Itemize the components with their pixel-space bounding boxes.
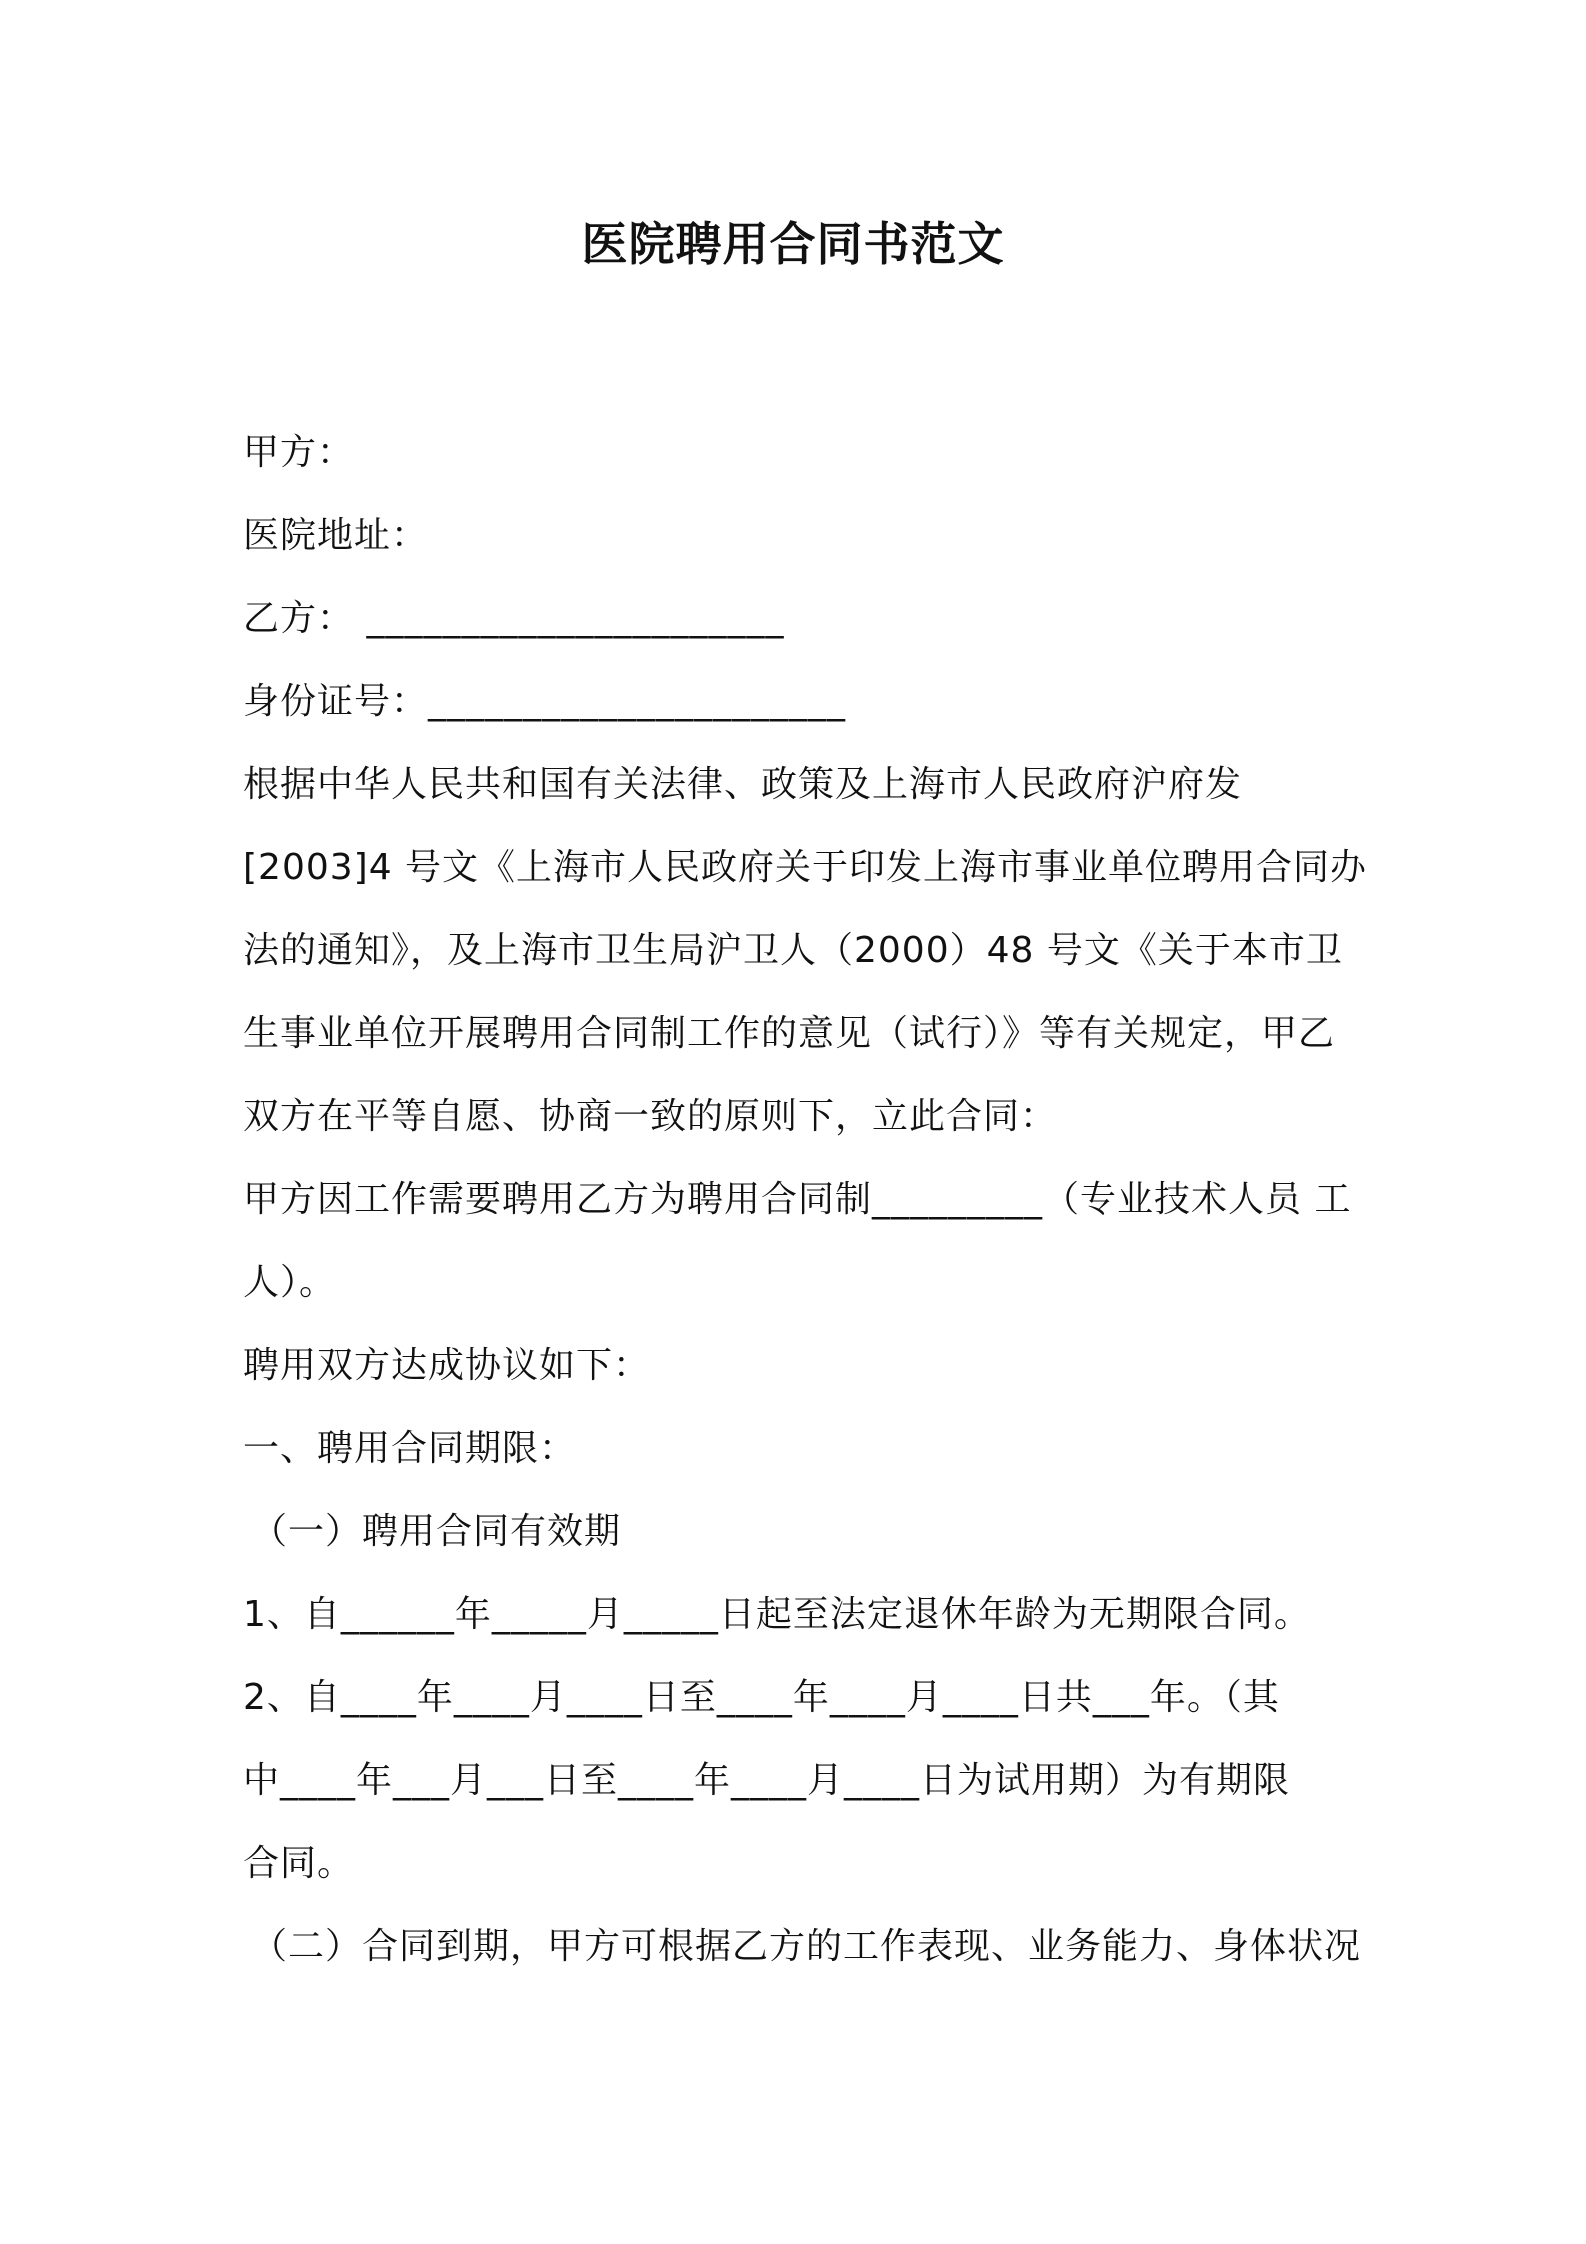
- subsection-heading: （一）聘用合同有效期: [251, 1511, 622, 1552]
- paragraph-line: 生事业单位开展聘用合同制工作的意见（试行）》等有关规定，甲乙: [243, 1013, 1336, 1054]
- paragraph-line: 法的通知》，及上海市卫生局沪卫人（2000）48 号文《关于本市卫: [243, 930, 1343, 971]
- paragraph-line: 双方在平等自愿、协商一致的原则下，立此合同：: [243, 1096, 1058, 1137]
- paragraph-line: 甲方因工作需要聘用乙方为聘用合同制_________（专业技术人员 工: [243, 1179, 1352, 1220]
- paragraph-line: 聘用双方达成协议如下：: [243, 1345, 651, 1386]
- clause-line: 2、自____年____月____日至____年____月____日共___年。（其: [243, 1677, 1280, 1718]
- section-heading: 一、聘用合同期限：: [243, 1428, 577, 1469]
- clause-line: 合同。: [243, 1843, 355, 1884]
- subsection-heading: （二）合同到期，甲方可根据乙方的工作表现、业务能力、身体状况: [251, 1926, 1362, 1967]
- party-b-line: 乙方： ______________________: [243, 598, 785, 639]
- clause-line: 1、自______年_____月_____日起至法定退休年龄为无期限合同。: [243, 1594, 1311, 1635]
- clause-line: 中____年___月___日至____年____月____日为试用期）为有期限: [243, 1760, 1291, 1801]
- document-body: [243, 411, 1368, 1988]
- document-title: 医院聘用合同书范文: [581, 217, 1005, 271]
- paragraph-line: [2003]4 号文《上海市人民政府关于印发上海市事业单位聘用合同办: [243, 847, 1368, 888]
- id-number-line: 身份证号：______________________: [243, 681, 847, 722]
- paragraph-line: 根据中华人民共和国有关法律、政策及上海市人民政府沪府发: [243, 764, 1243, 805]
- hospital-address-line: 医院地址：: [243, 515, 429, 556]
- paragraph-line: 人）。: [243, 1262, 337, 1303]
- party-a-line: 甲方：: [243, 432, 355, 473]
